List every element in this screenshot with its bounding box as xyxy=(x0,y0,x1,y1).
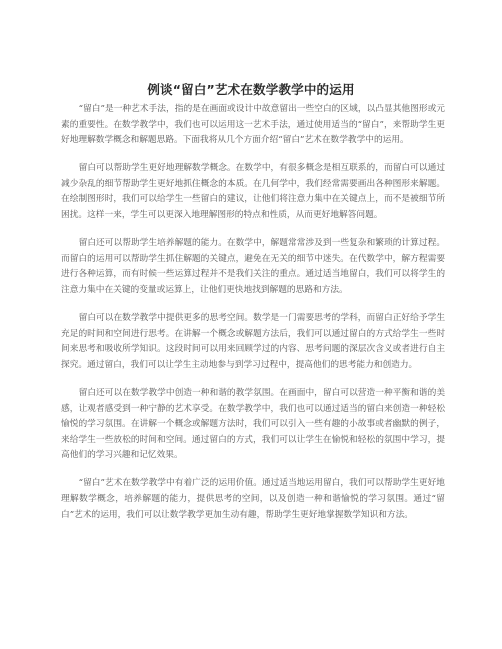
paragraph-6: “留白”艺术在数学教学中有着广泛的运用价值。通过适当地运用留白，我们可以帮助学生更好地理解数学概念，培养解题的能力，提供思考的空间，以及创造一种和谐愉悦的学习氛围。通过“留白”艺术的运用，我们可以让数学教学更加生动有趣，帮助学生更好地掌握数学知识和方法。 xyxy=(61,478,445,520)
article-body xyxy=(61,102,445,536)
page-title: 例谈“留白”艺术在数学教学中的运用 xyxy=(147,82,355,97)
paragraph-5: 留白还可以在数学教学中创造一种和谐的教学氛围。在画面中，留白可以营造一种平衡和谐的美感，让观者感受到一种宁静的艺术享受。在数学教学中，我们也可以通过适当的留白来创造一种轻松愉悦的学习氛围。在讲解一个概念或解题方法时，我们可以引入一些有趣的小故事或者幽默的例子，来给学生一些放松的时间和空间。通过留白的方式，我们可以让学生在愉悦和轻松的氛围中学习，提高他们的学习兴趣和记忆效果。 xyxy=(61,387,445,461)
paragraph-3: 留白还可以帮助学生培养解题的能力。在数学中，解题常常涉及到一些复杂和繁琐的计算过程。而留白的运用可以帮助学生抓住解题的关键点，避免在无关的细节中迷失。在代数学中，解方程需要进行各种运算，而有时候一些运算过程并不是我们关注的重点。通过适当地留白，我们可以将学生的注意力集中在关键的变量或运算上，让他们更快地找到解题的思路和方法。 xyxy=(61,238,445,295)
paragraph-4: 留白可以在数学教学中提供更多的思考空间。数学是一门需要思考的学科，而留白正好给予学生充足的时间和空间进行思考。在讲解一个概念或解题方法后，我们可以通过留白的方式给学生一些时间来思考和吸收所学知识。这段时间可以用来回顾学过的内容、思考问题的深层次含义或者进行自主探究。通过留白，我们可以让学生主动地参与到学习过程中，提高他们的思考能力和创造力。 xyxy=(61,313,445,370)
paragraph-1: “留白”是一种艺术手法，指的是在画面或设计中故意留出一些空白的区域，以凸显其他图形或元素的重要性。在数学教学中，我们也可以运用这一艺术手法，通过使用适当的“留白”，来帮助学生更好地理解数学概念和解题思路。下面我将从几个方面介绍“留白”艺术在数学教学中的运用。 xyxy=(61,104,445,146)
paragraph-2: 留白可以帮助学生更好地理解数学概念。在数学中，有很多概念是相互联系的，而留白可以通过减少杂乱的细节帮助学生更好地抓住概念的本质。在几何学中，我们经常需要画出各种图形来解题。在绘制图形时，我们可以给学生一些留白的建议，让他们将注意力集中在关键点上，而不是被细节所困扰。这样一来，学生可以更深入地理解图形的特点和性质，从而更好地解答问题。 xyxy=(61,163,445,221)
